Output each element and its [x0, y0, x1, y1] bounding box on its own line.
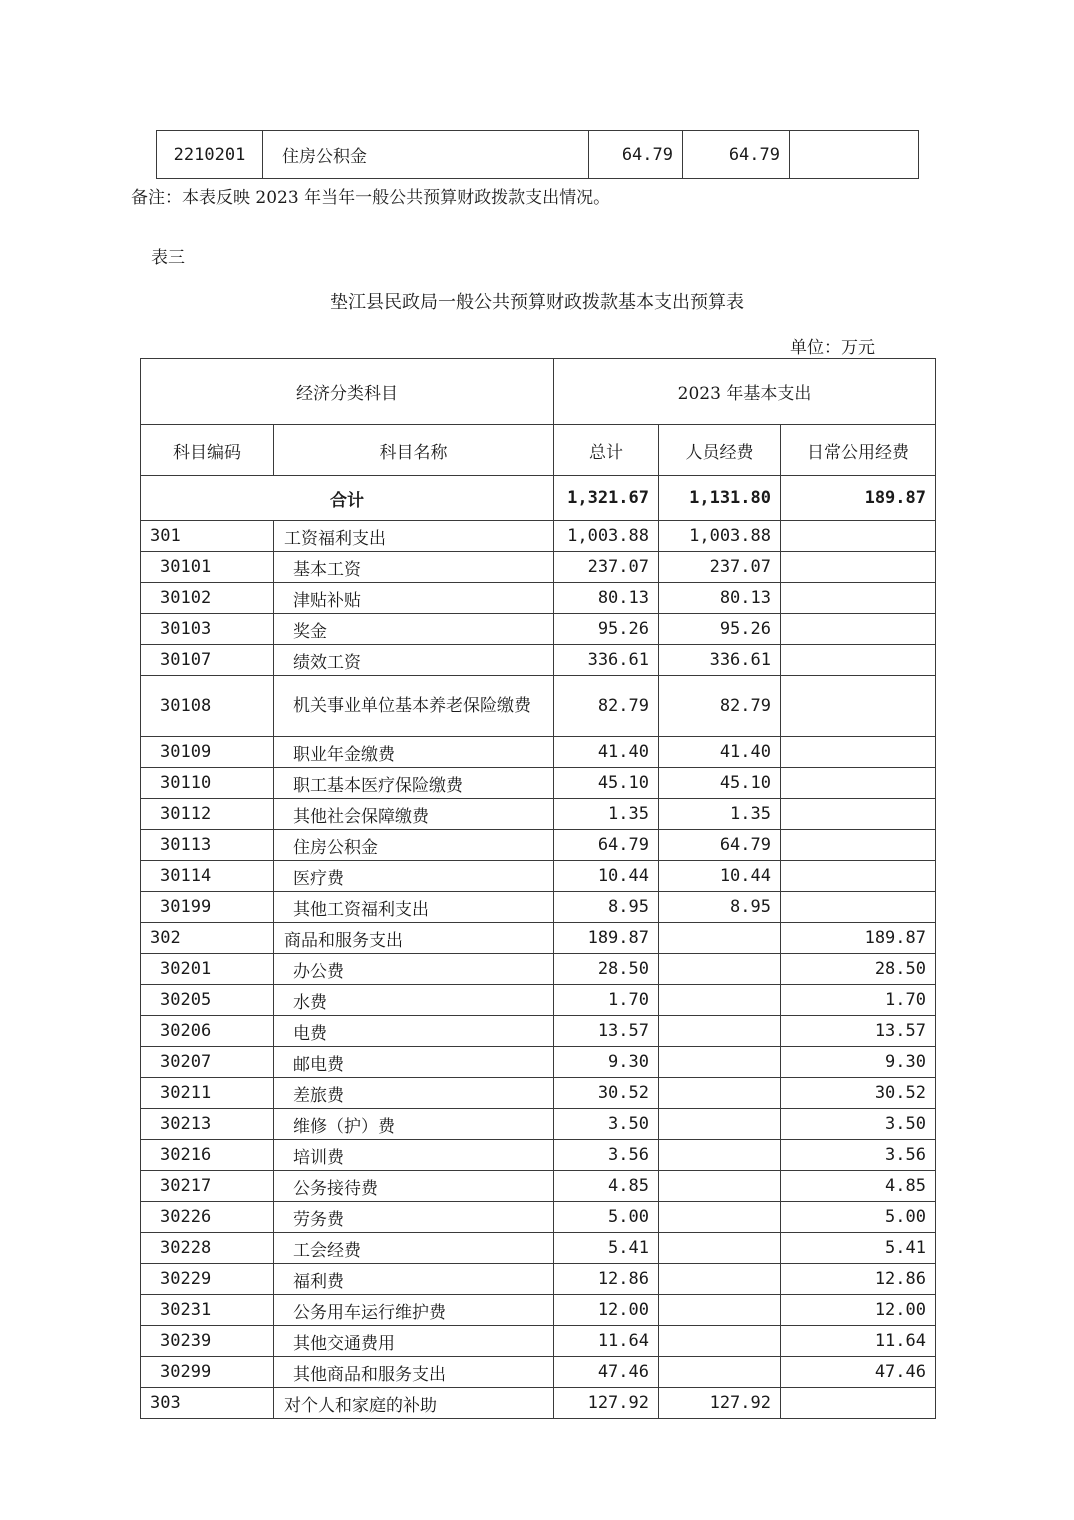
personnel-cell: 10.44	[659, 861, 781, 892]
table-note: 备注：本表反映 2023 年当年一般公共预算财政拨款支出情况。	[131, 188, 611, 208]
subject-code-cell: 301	[141, 521, 274, 552]
table-row	[141, 737, 936, 768]
subject-code-cell: 30216	[141, 1140, 274, 1171]
personnel-cell: 336.61	[659, 645, 781, 676]
total-cell: 30.52	[554, 1078, 659, 1109]
subject-name-cell: 办公费	[274, 954, 554, 985]
table-row	[141, 645, 936, 676]
table-row	[141, 1295, 936, 1326]
subject-name-cell: 其他工资福利支出	[274, 892, 554, 923]
continued-table	[156, 130, 919, 179]
total-label: 合计	[141, 476, 554, 521]
subject-name-cell: 电费	[274, 1016, 554, 1047]
public-cell: 5.41	[781, 1233, 936, 1264]
subject-name-cell: 工会经费	[274, 1233, 554, 1264]
public-cell: 28.50	[781, 954, 936, 985]
table-title: 垫江县民政局一般公共预算财政拨款基本支出预算表	[330, 292, 744, 313]
public-cell: 12.00	[781, 1295, 936, 1326]
subject-code-cell: 30107	[141, 645, 274, 676]
total-cell: 4.85	[554, 1171, 659, 1202]
table-row	[141, 1109, 936, 1140]
personnel-cell	[659, 1264, 781, 1295]
subject-code-cell: 2210201	[157, 131, 263, 179]
subject-code-cell: 303	[141, 1388, 274, 1419]
total-cell: 5.00	[554, 1202, 659, 1233]
header-total: 总计	[554, 425, 659, 476]
public-cell: 3.50	[781, 1109, 936, 1140]
personnel-cell	[659, 923, 781, 954]
header-subject-code: 科目编码	[141, 425, 274, 476]
total-cell: 47.46	[554, 1357, 659, 1388]
personnel-cell	[659, 1047, 781, 1078]
total-cell: 1,003.88	[554, 521, 659, 552]
table-row	[141, 1326, 936, 1357]
subject-name-cell: 其他交通费用	[274, 1326, 554, 1357]
subject-code-cell: 30112	[141, 799, 274, 830]
total-cell: 9.30	[554, 1047, 659, 1078]
total-cell: 80.13	[554, 583, 659, 614]
table-row	[141, 676, 936, 737]
subject-code-cell: 30101	[141, 552, 274, 583]
header-group-row	[141, 359, 936, 425]
subject-name-cell: 商品和服务支出	[274, 923, 554, 954]
subject-name-cell: 住房公积金	[263, 131, 589, 179]
personnel-cell: 127.92	[659, 1388, 781, 1419]
subject-code-cell: 30217	[141, 1171, 274, 1202]
subject-name-cell: 福利费	[274, 1264, 554, 1295]
subject-code-cell: 30231	[141, 1295, 274, 1326]
public-cell: 1.70	[781, 985, 936, 1016]
table-row	[141, 1016, 936, 1047]
public-cell	[781, 583, 936, 614]
subject-code-cell: 30213	[141, 1109, 274, 1140]
subject-name-cell: 工资福利支出	[274, 521, 554, 552]
table-row	[141, 985, 936, 1016]
personnel-cell: 80.13	[659, 583, 781, 614]
total-cell: 12.00	[554, 1295, 659, 1326]
table-row	[141, 1171, 936, 1202]
personnel-cell	[659, 1140, 781, 1171]
subject-code-cell: 30207	[141, 1047, 274, 1078]
personnel-cell	[659, 1295, 781, 1326]
subject-name-cell: 对个人和家庭的补助	[274, 1388, 554, 1419]
total-cell: 64.79	[554, 830, 659, 861]
public-cell: 12.86	[781, 1264, 936, 1295]
public-cell: 47.46	[781, 1357, 936, 1388]
subject-code-cell: 30114	[141, 861, 274, 892]
table-row	[141, 583, 936, 614]
subject-code-cell: 30103	[141, 614, 274, 645]
table-row	[141, 1078, 936, 1109]
public-cell: 189.87	[781, 923, 936, 954]
basic-expenditure-table	[140, 358, 936, 1419]
total-cell: 237.07	[554, 552, 659, 583]
subject-code-cell: 30102	[141, 583, 274, 614]
header-subject-name: 科目名称	[274, 425, 554, 476]
subject-name-cell: 住房公积金	[274, 830, 554, 861]
subject-name-cell: 奖金	[274, 614, 554, 645]
subject-code-cell: 30108	[141, 676, 274, 737]
subject-name-cell: 职业年金缴费	[274, 737, 554, 768]
subject-code-cell: 30228	[141, 1233, 274, 1264]
total-cell: 10.44	[554, 861, 659, 892]
subject-name-cell: 基本工资	[274, 552, 554, 583]
public-cell	[781, 892, 936, 923]
subject-code-cell: 30113	[141, 830, 274, 861]
table-row	[141, 1357, 936, 1388]
personnel-cell: 95.26	[659, 614, 781, 645]
public-cell	[781, 861, 936, 892]
subject-code-cell: 30211	[141, 1078, 274, 1109]
personnel-cell: 82.79	[659, 676, 781, 737]
personnel-cell	[659, 1078, 781, 1109]
subject-name-cell: 绩效工资	[274, 645, 554, 676]
personnel-cell: 45.10	[659, 768, 781, 799]
subject-code-cell: 30229	[141, 1264, 274, 1295]
personnel-cell: 64.79	[683, 131, 790, 179]
public-cell: 11.64	[781, 1326, 936, 1357]
total-cell: 189.87	[554, 923, 659, 954]
subject-name-cell: 差旅费	[274, 1078, 554, 1109]
header-economic-classification: 经济分类科目	[141, 359, 554, 425]
subject-code-cell: 30109	[141, 737, 274, 768]
public-cell: 9.30	[781, 1047, 936, 1078]
subject-code-cell: 30199	[141, 892, 274, 923]
total-personnel: 1,131.80	[659, 476, 781, 521]
public-cell	[781, 737, 936, 768]
header-personnel: 人员经费	[659, 425, 781, 476]
public-cell	[781, 830, 936, 861]
personnel-cell: 1,003.88	[659, 521, 781, 552]
personnel-cell	[659, 1171, 781, 1202]
subject-name-cell: 其他商品和服务支出	[274, 1357, 554, 1388]
table-row	[141, 923, 936, 954]
subject-name-cell: 津贴补贴	[274, 583, 554, 614]
total-cell: 28.50	[554, 954, 659, 985]
subject-name-cell: 机关事业单位基本养老保险缴费	[274, 676, 554, 737]
subject-code-cell: 302	[141, 923, 274, 954]
table-row	[141, 521, 936, 552]
subject-name-cell: 维修（护）费	[274, 1109, 554, 1140]
subject-name-cell: 医疗费	[274, 861, 554, 892]
subject-code-cell: 30239	[141, 1326, 274, 1357]
subject-name-cell: 公务用车运行维护费	[274, 1295, 554, 1326]
public-cell	[781, 614, 936, 645]
unit-label: 单位：万元	[790, 338, 875, 358]
table-row	[141, 1202, 936, 1233]
public-cell	[781, 1388, 936, 1419]
subject-code-cell: 30205	[141, 985, 274, 1016]
total-cell: 1.70	[554, 985, 659, 1016]
total-sum: 1,321.67	[554, 476, 659, 521]
public-cell: 3.56	[781, 1140, 936, 1171]
table-row	[141, 861, 936, 892]
public-cell	[781, 768, 936, 799]
public-cell: 4.85	[781, 1171, 936, 1202]
total-cell: 8.95	[554, 892, 659, 923]
total-cell: 41.40	[554, 737, 659, 768]
total-cell: 12.86	[554, 1264, 659, 1295]
total-public: 189.87	[781, 476, 936, 521]
table-row	[141, 1388, 936, 1419]
table-number-label: 表三	[151, 248, 185, 268]
total-cell: 45.10	[554, 768, 659, 799]
table-row	[141, 552, 936, 583]
total-cell: 127.92	[554, 1388, 659, 1419]
public-cell	[781, 799, 936, 830]
personnel-cell: 1.35	[659, 799, 781, 830]
total-cell: 64.79	[589, 131, 683, 179]
subject-name-cell: 其他社会保障缴费	[274, 799, 554, 830]
personnel-cell	[659, 985, 781, 1016]
header-basic-expenditure: 2023 年基本支出	[554, 359, 936, 425]
public-cell	[781, 645, 936, 676]
subject-code-cell: 30206	[141, 1016, 274, 1047]
table-row	[157, 131, 919, 179]
total-cell: 1.35	[554, 799, 659, 830]
total-cell: 3.50	[554, 1109, 659, 1140]
public-cell	[781, 676, 936, 737]
personnel-cell	[659, 1357, 781, 1388]
total-row	[141, 476, 936, 521]
personnel-cell: 237.07	[659, 552, 781, 583]
public-cell	[781, 552, 936, 583]
table-row	[141, 799, 936, 830]
personnel-cell	[659, 1109, 781, 1140]
table-row	[141, 1140, 936, 1171]
total-cell: 11.64	[554, 1326, 659, 1357]
table-row	[141, 830, 936, 861]
subject-name-cell: 劳务费	[274, 1202, 554, 1233]
subject-code-cell: 30110	[141, 768, 274, 799]
table-row	[141, 892, 936, 923]
personnel-cell	[659, 1202, 781, 1233]
personnel-cell	[659, 1016, 781, 1047]
public-cell: 13.57	[781, 1016, 936, 1047]
public-cell: 5.00	[781, 1202, 936, 1233]
subject-code-cell: 30201	[141, 954, 274, 985]
table-row	[141, 768, 936, 799]
personnel-cell	[659, 1326, 781, 1357]
table-row	[141, 1047, 936, 1078]
subject-name-cell: 培训费	[274, 1140, 554, 1171]
total-cell: 95.26	[554, 614, 659, 645]
subject-name-cell: 邮电费	[274, 1047, 554, 1078]
public-cell	[790, 131, 919, 179]
personnel-cell: 8.95	[659, 892, 781, 923]
personnel-cell	[659, 954, 781, 985]
table-row	[141, 614, 936, 645]
subject-name-cell: 水费	[274, 985, 554, 1016]
total-cell: 336.61	[554, 645, 659, 676]
subject-code-cell: 30226	[141, 1202, 274, 1233]
subject-name-cell: 公务接待费	[274, 1171, 554, 1202]
table-row	[141, 1264, 936, 1295]
total-cell: 13.57	[554, 1016, 659, 1047]
total-cell: 5.41	[554, 1233, 659, 1264]
subject-code-cell: 30299	[141, 1357, 274, 1388]
subject-name-cell: 职工基本医疗保险缴费	[274, 768, 554, 799]
table-row	[141, 1233, 936, 1264]
total-cell: 82.79	[554, 676, 659, 737]
personnel-cell: 64.79	[659, 830, 781, 861]
header-public: 日常公用经费	[781, 425, 936, 476]
public-cell	[781, 521, 936, 552]
personnel-cell	[659, 1233, 781, 1264]
table-row	[141, 954, 936, 985]
public-cell: 30.52	[781, 1078, 936, 1109]
personnel-cell: 41.40	[659, 737, 781, 768]
header-column-row	[141, 425, 936, 476]
total-cell: 3.56	[554, 1140, 659, 1171]
